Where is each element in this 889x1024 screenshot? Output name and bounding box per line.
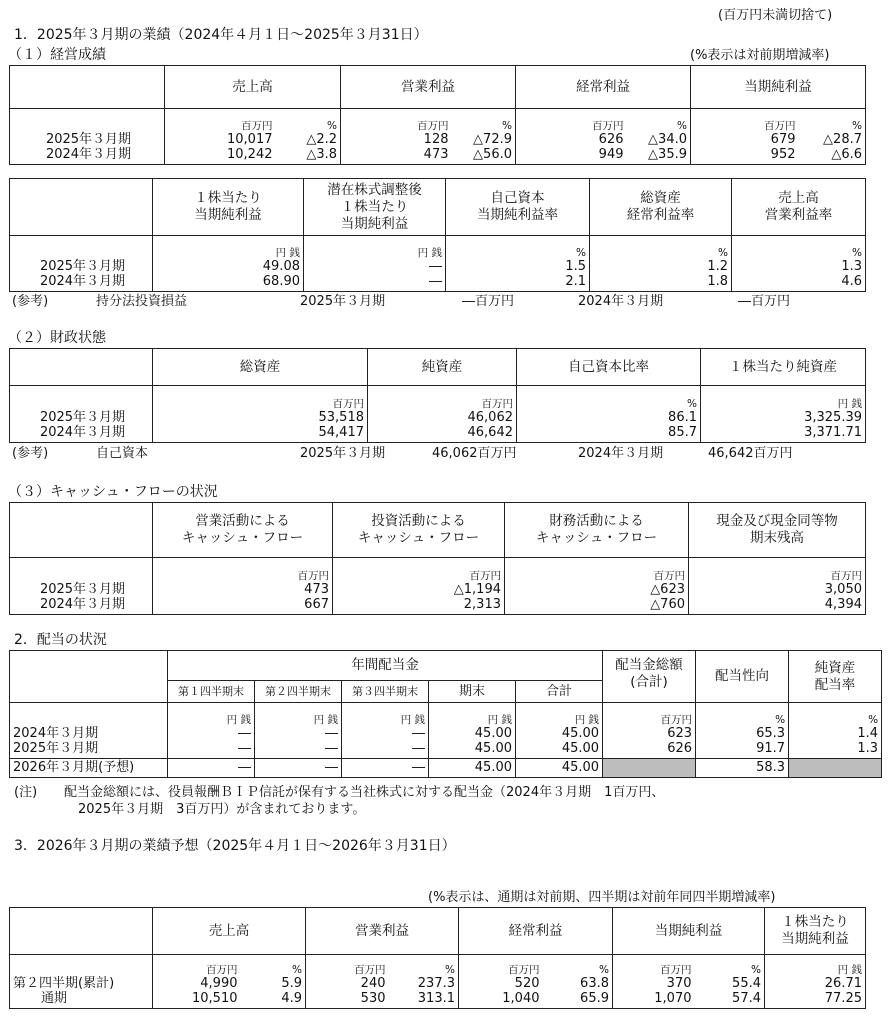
- row-labels: 2024年３月期 2025年３月期: [10, 703, 168, 759]
- header-investing-cf: 投資活動による キャッシュ・フロー: [333, 503, 505, 558]
- cell-eps: 円 銭 26.71 77.25: [765, 955, 866, 1009]
- row-labels: 2025年３月期 2024年３月期: [10, 558, 153, 615]
- ref2-value-b: 46,642百万円: [708, 446, 793, 461]
- section-1-title: 1．2025年３月期の業績（2024年４月１日～2025年３月31日）: [14, 27, 428, 43]
- ref1-label: (参考): [12, 294, 49, 309]
- row-labels: 2025年３月期 2024年３月期: [10, 236, 153, 292]
- ref1-value-b: ―百万円: [738, 294, 791, 309]
- cell-sales: 百万円 10,017 10,242: [165, 109, 276, 165]
- header-net-assets: 純資産: [368, 349, 517, 386]
- per-share-table: [9, 178, 866, 292]
- cell-q1-forecast: ―: [168, 759, 255, 778]
- cell-cash-balance: 百万円 3,050 4,394: [689, 558, 866, 615]
- note-line-2: 2025年３月期 3百万円）が含まれております。: [78, 802, 366, 817]
- header-q1: 第１四半期末: [168, 681, 255, 703]
- cell-op: 百万円 240 530: [306, 955, 389, 1009]
- cell-total-forecast: 45.00: [516, 759, 603, 778]
- row-labels: 2025年３月期 2024年３月期: [10, 109, 165, 165]
- cell-q2-forecast: ―: [255, 759, 342, 778]
- cell-ord: 百万円 626 949: [516, 109, 627, 165]
- header-q3: 第３四半期末: [342, 681, 429, 703]
- cell-net-pct: % △28.7 △6.6: [799, 109, 866, 165]
- cell-year-end-forecast: 45.00: [429, 759, 516, 778]
- cell-investing-cf: 百万円 △1,194 2,313: [333, 558, 505, 615]
- subsection-cash-flow: （３）キャッシュ・フローの状況: [8, 484, 218, 500]
- header-operating-cf: 営業活動による キャッシュ・フロー: [153, 503, 333, 558]
- operating-results-table: [9, 65, 866, 165]
- cell-equity-ratio: % 86.1 85.7: [517, 386, 701, 443]
- header-sales: 売上高: [153, 908, 306, 955]
- header-ordinary-income: 経常利益: [459, 908, 613, 955]
- cell-net-pct: % 55.4 57.4: [695, 955, 765, 1009]
- cell-diluted-eps: 円 銭 ― ―: [304, 236, 446, 292]
- cell-net-assets: 百万円 46,062 46,642: [368, 386, 517, 443]
- header-empty: [10, 651, 168, 703]
- subsection-financial-position: （２）財政状態: [8, 330, 106, 346]
- cell-op-pct: % △72.9 △56.0: [452, 109, 516, 165]
- cell-eps: 円 銭 49.08 68.90: [153, 236, 304, 292]
- header-eps: １株当たり 当期純利益: [765, 908, 866, 955]
- cell-ord-pct: % 63.8 65.9: [543, 955, 613, 1009]
- header-total-dividend: 配当金総額 (合計): [603, 651, 696, 703]
- cell-q3-forecast: ―: [342, 759, 429, 778]
- cell-operating-cf: 百万円 473 667: [153, 558, 333, 615]
- cell-net: 百万円 370 1,070: [613, 955, 695, 1009]
- header-total-assets: 総資産: [153, 349, 368, 386]
- header-ordinary-income: 経常利益: [516, 66, 691, 109]
- dividends-table: [9, 650, 882, 778]
- cell-op-margin: % 1.3 4.6: [732, 236, 866, 292]
- forecast-table: [9, 907, 866, 1009]
- header-diluted-eps: 潜在株式調整後 １株当たり 当期純利益: [304, 179, 446, 236]
- header-op-margin: 売上高 営業利益率: [732, 179, 866, 236]
- row-labels: 第２四半期(累計) 通期: [10, 955, 153, 1009]
- forecast-percent-note: (%表示は、通期は対前期、四半期は対前年同四半期増減率): [428, 890, 776, 905]
- header-empty: [10, 908, 153, 955]
- cell-sales-pct: % △2.2 △3.8: [276, 109, 341, 165]
- cell-roa: % 1.2 1.8: [590, 236, 732, 292]
- header-year-end: 期末: [429, 681, 516, 703]
- cell-op: 百万円 128 473: [341, 109, 452, 165]
- cell-total-assets: 百万円 53,518 54,417: [153, 386, 368, 443]
- cell-q3: 円 銭 ― ―: [342, 703, 429, 759]
- cell-op-pct: % 237.3 313.1: [389, 955, 459, 1009]
- header-eps: １株当たり 当期純利益: [153, 179, 304, 236]
- ref2-period-a: 2025年３月期: [300, 446, 386, 461]
- unit-note: (百万円未満切捨て): [718, 8, 833, 23]
- cell-q2: 円 銭 ― ―: [255, 703, 342, 759]
- ref2-item: 自己資本: [96, 446, 149, 461]
- cell-payout: % 65.3 91.7: [696, 703, 789, 759]
- header-empty: [10, 66, 165, 109]
- ref2-value-a: 46,062百万円: [432, 446, 517, 461]
- cell-payout-forecast: 58.3: [696, 759, 789, 778]
- header-doe: 純資産 配当率: [789, 651, 882, 703]
- header-operating-income: 営業利益: [341, 66, 516, 109]
- cell-year-end: 円 銭 45.00 45.00: [429, 703, 516, 759]
- note-line-1: 配当金総額には、役員報酬ＢＩＰ信託が保有する当社株式に対する配当金（2024年３月期 1百万円、: [64, 785, 665, 800]
- header-roa: 総資産 経常利益率: [590, 179, 732, 236]
- header-empty: [10, 503, 153, 558]
- cell-total: 円 銭 45.00 45.00: [516, 703, 603, 759]
- subsection-operating-results: （１）経営成績: [8, 47, 106, 63]
- cell-net: 百万円 679 952: [691, 109, 799, 165]
- ref1-period-b: 2024年３月期: [578, 294, 664, 309]
- percent-note: (%表示は対前期増減率): [690, 48, 830, 63]
- row-labels: 2025年３月期 2024年３月期: [10, 386, 153, 443]
- cell-ord-pct: % △34.0 △35.9: [627, 109, 691, 165]
- cell-sales-pct: % 5.9 4.9: [241, 955, 306, 1009]
- cell-total-dividend-forecast: [603, 759, 696, 778]
- cell-roe: % 1.5 2.1: [446, 236, 590, 292]
- header-payout-ratio: 配当性向: [696, 651, 789, 703]
- header-financing-cf: 財務活動による キャッシュ・フロー: [505, 503, 689, 558]
- ref2-period-b: 2024年３月期: [578, 446, 664, 461]
- note-label: (注): [14, 785, 38, 800]
- header-q2: 第２四半期末: [255, 681, 342, 703]
- header-net-income: 当期純利益: [691, 66, 866, 109]
- ref1-item: 持分法投資損益: [96, 294, 188, 309]
- header-total: 合計: [516, 681, 603, 703]
- cell-total-dividend: 百万円 623 626: [603, 703, 696, 759]
- cell-ord: 百万円 520 1,040: [459, 955, 543, 1009]
- cash-flow-table: [9, 502, 866, 615]
- header-annual-dividend: 年間配当金: [168, 651, 603, 681]
- section-2-title: 2．配当の状況: [14, 632, 107, 648]
- cell-q1: 円 銭 ― ―: [168, 703, 255, 759]
- cell-sales: 百万円 4,990 10,510: [153, 955, 241, 1009]
- header-roe: 自己資本 当期純利益率: [446, 179, 590, 236]
- cell-doe-forecast: [789, 759, 882, 778]
- ref1-value-a: ―百万円: [462, 294, 515, 309]
- cell-financing-cf: 百万円 △623 △760: [505, 558, 689, 615]
- header-equity-ratio: 自己資本比率: [517, 349, 701, 386]
- header-operating-income: 営業利益: [306, 908, 459, 955]
- header-net-income: 当期純利益: [613, 908, 765, 955]
- ref2-label: (参考): [12, 446, 49, 461]
- ref1-period-a: 2025年３月期: [300, 294, 386, 309]
- header-cash-balance: 現金及び現金同等物 期末残高: [689, 503, 866, 558]
- cell-bps: 円 銭 3,325.39 3,371.71: [701, 386, 866, 443]
- header-empty: [10, 179, 153, 236]
- header-empty: [10, 349, 153, 386]
- header-sales: 売上高: [165, 66, 341, 109]
- financial-position-table: [9, 348, 866, 443]
- row-label-forecast: 2026年３月期(予想): [10, 759, 168, 778]
- header-bps: １株当たり純資産: [701, 349, 866, 386]
- cell-doe: % 1.4 1.3: [789, 703, 882, 759]
- section-3-title: 3．2026年３月期の業績予想（2025年４月１日～2026年３月31日）: [14, 838, 456, 854]
